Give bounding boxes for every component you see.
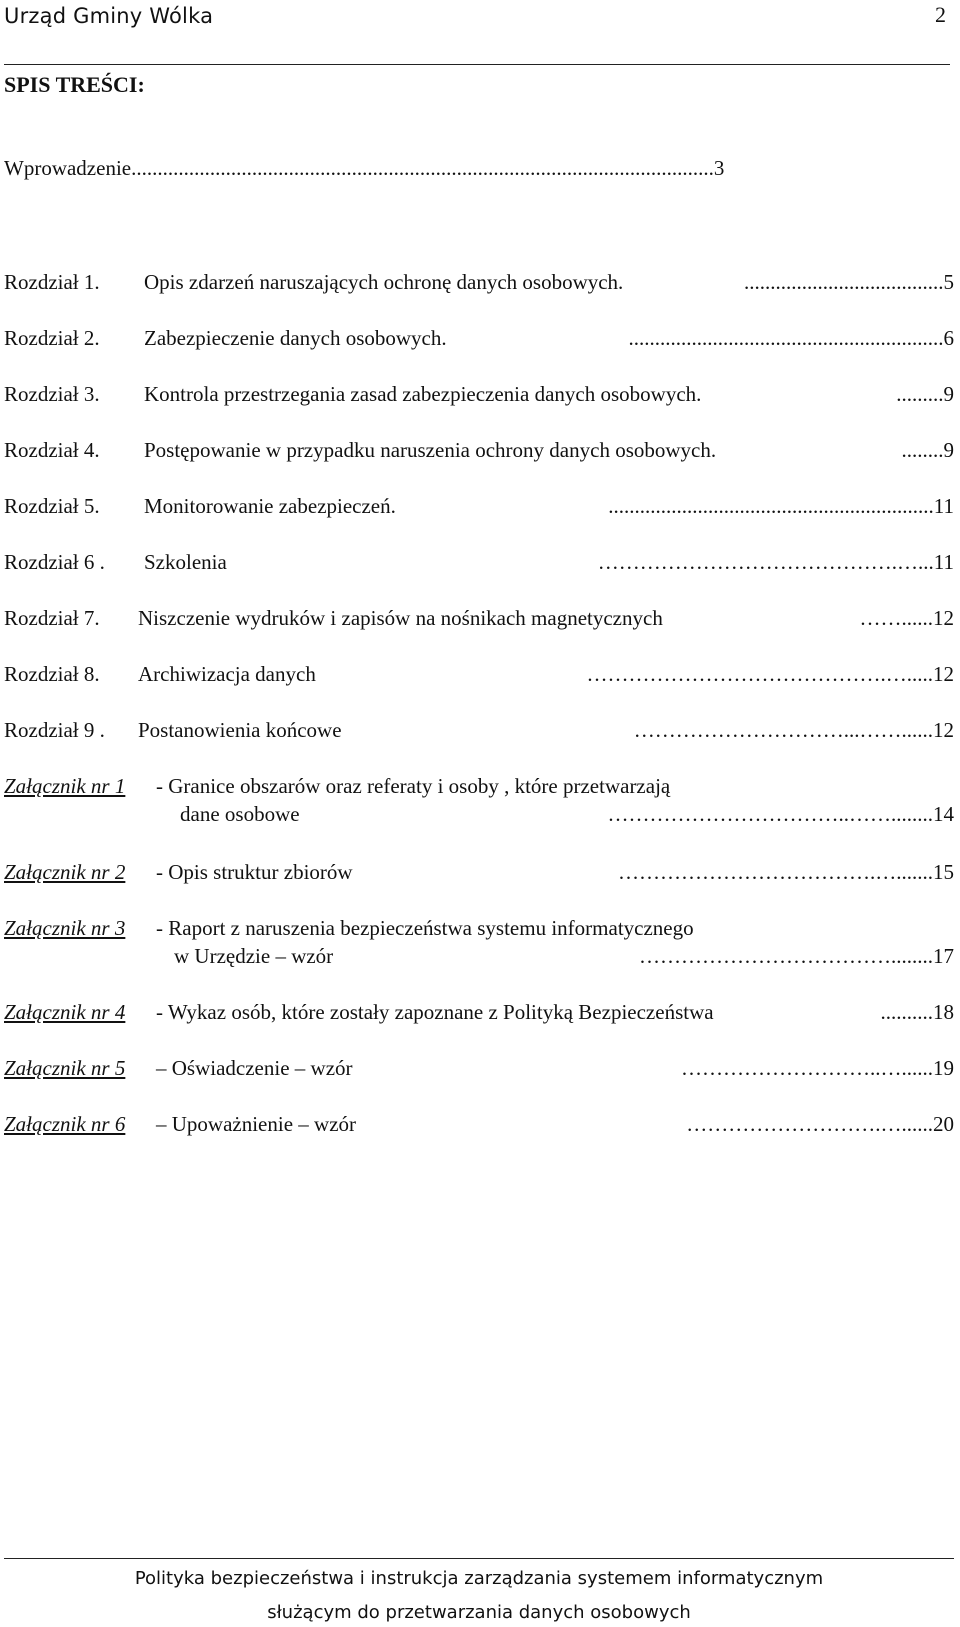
annex-label[interactable]: Załącznik nr 5 <box>4 1056 126 1080</box>
chapter-page-leader: …………………………………….….....12 <box>586 662 954 686</box>
annex-page-leader: ……………………………….….......15 <box>618 860 954 884</box>
annex-page-leader: ……………………….…......20 <box>686 1112 954 1136</box>
chapter-label: Rozdział 4. <box>4 438 100 462</box>
annex-page-leader: ..........18 <box>880 1000 954 1024</box>
chapter-page-leader: ……......12 <box>859 606 954 630</box>
toc-annex-3[interactable] <box>4 916 954 976</box>
page-number: 2 <box>935 2 946 27</box>
toc-annex-1[interactable] <box>4 774 954 834</box>
chapter-page-leader: ......................................5 <box>744 270 954 294</box>
annex-title: - Opis struktur zbiorów <box>156 860 353 884</box>
toc-intro-text: Wprowadzenie...............................................................................................................3 <box>4 156 725 180</box>
annex-title: - Raport z naruszenia bezpieczeństwa systemu informatycznego <box>156 916 694 940</box>
annex-title: – Upoważnienie – wzór <box>156 1112 357 1136</box>
annex-label[interactable]: Załącznik nr 6 <box>4 1112 126 1136</box>
chapter-title: Archiwizacja danych <box>138 662 316 686</box>
chapter-page-leader: ..............................................................11 <box>608 494 954 518</box>
chapter-title: Opis zdarzeń naruszających ochronę danych osobowych. <box>144 270 624 294</box>
chapter-label: Rozdział 5. <box>4 494 100 518</box>
chapter-page-leader: ........9 <box>901 438 954 462</box>
annex-page-leader: ………………………..…......19 <box>681 1056 954 1080</box>
chapter-title: Postępowanie w przypadku naruszenia ochrony danych osobowych. <box>144 438 717 462</box>
annex-label[interactable]: Załącznik nr 1 <box>4 774 126 798</box>
chapter-label: Rozdział 2. <box>4 326 100 350</box>
chapter-page-leader: …………………………………….…...11 <box>597 550 954 574</box>
chapter-title: Monitorowanie zabezpieczeń. <box>144 494 396 518</box>
footer-line-1: Polityka bezpieczeństwa i instrukcja zarządzania systemem informatycznym <box>134 1568 824 1589</box>
chapter-label: Rozdział 6 . <box>4 550 105 574</box>
toc-intro[interactable] <box>4 156 954 181</box>
annex-page-leader: ………………………………........17 <box>639 944 954 968</box>
chapter-title: Niszczenie wydruków i zapisów na nośnikach magnetycznych <box>138 606 663 630</box>
page-header <box>4 0 950 65</box>
chapter-title: Zabezpieczenie danych osobowych. <box>144 326 447 350</box>
footer-line-2: służącym do przetwarzania danych osobowych <box>267 1602 691 1623</box>
chapter-title: Postanowienia końcowe <box>138 718 342 742</box>
chapter-label: Rozdział 1. <box>4 270 100 294</box>
annex-title: - Wykaz osób, które zostały zapoznane z Polityką Bezpieczeństwa <box>156 1000 714 1024</box>
annex-title: - Granice obszarów oraz referaty i osoby , które przetwarzają <box>156 774 671 798</box>
annex-title-continued: dane osobowe <box>180 802 300 826</box>
chapter-page-leader: .........9 <box>896 382 954 406</box>
toc-heading: SPIS TREŚCI: <box>4 72 145 97</box>
annex-title-continued: w Urzędzie – wzór <box>174 944 334 968</box>
annex-title: – Oświadczenie – wzór <box>156 1056 353 1080</box>
annex-label[interactable]: Załącznik nr 4 <box>4 1000 126 1024</box>
header-title: Urząd Gminy Wólka <box>4 4 214 28</box>
chapter-page-leader: …………………………...……......12 <box>633 718 954 742</box>
annex-label[interactable]: Załącznik nr 3 <box>4 916 126 940</box>
chapter-label: Rozdział 8. <box>4 662 100 686</box>
annex-label[interactable]: Załącznik nr 2 <box>4 860 126 884</box>
chapter-title: Kontrola przestrzegania zasad zabezpieczenia danych osobowych. <box>144 382 702 406</box>
chapter-label: Rozdział 9 . <box>4 718 105 742</box>
annex-page-leader: ……………………………..……........14 <box>607 802 954 826</box>
chapter-title: Szkolenia <box>144 550 227 574</box>
chapter-page-leader: ............................................................6 <box>628 326 954 350</box>
chapter-label: Rozdział 3. <box>4 382 100 406</box>
chapter-label: Rozdział 7. <box>4 606 100 630</box>
